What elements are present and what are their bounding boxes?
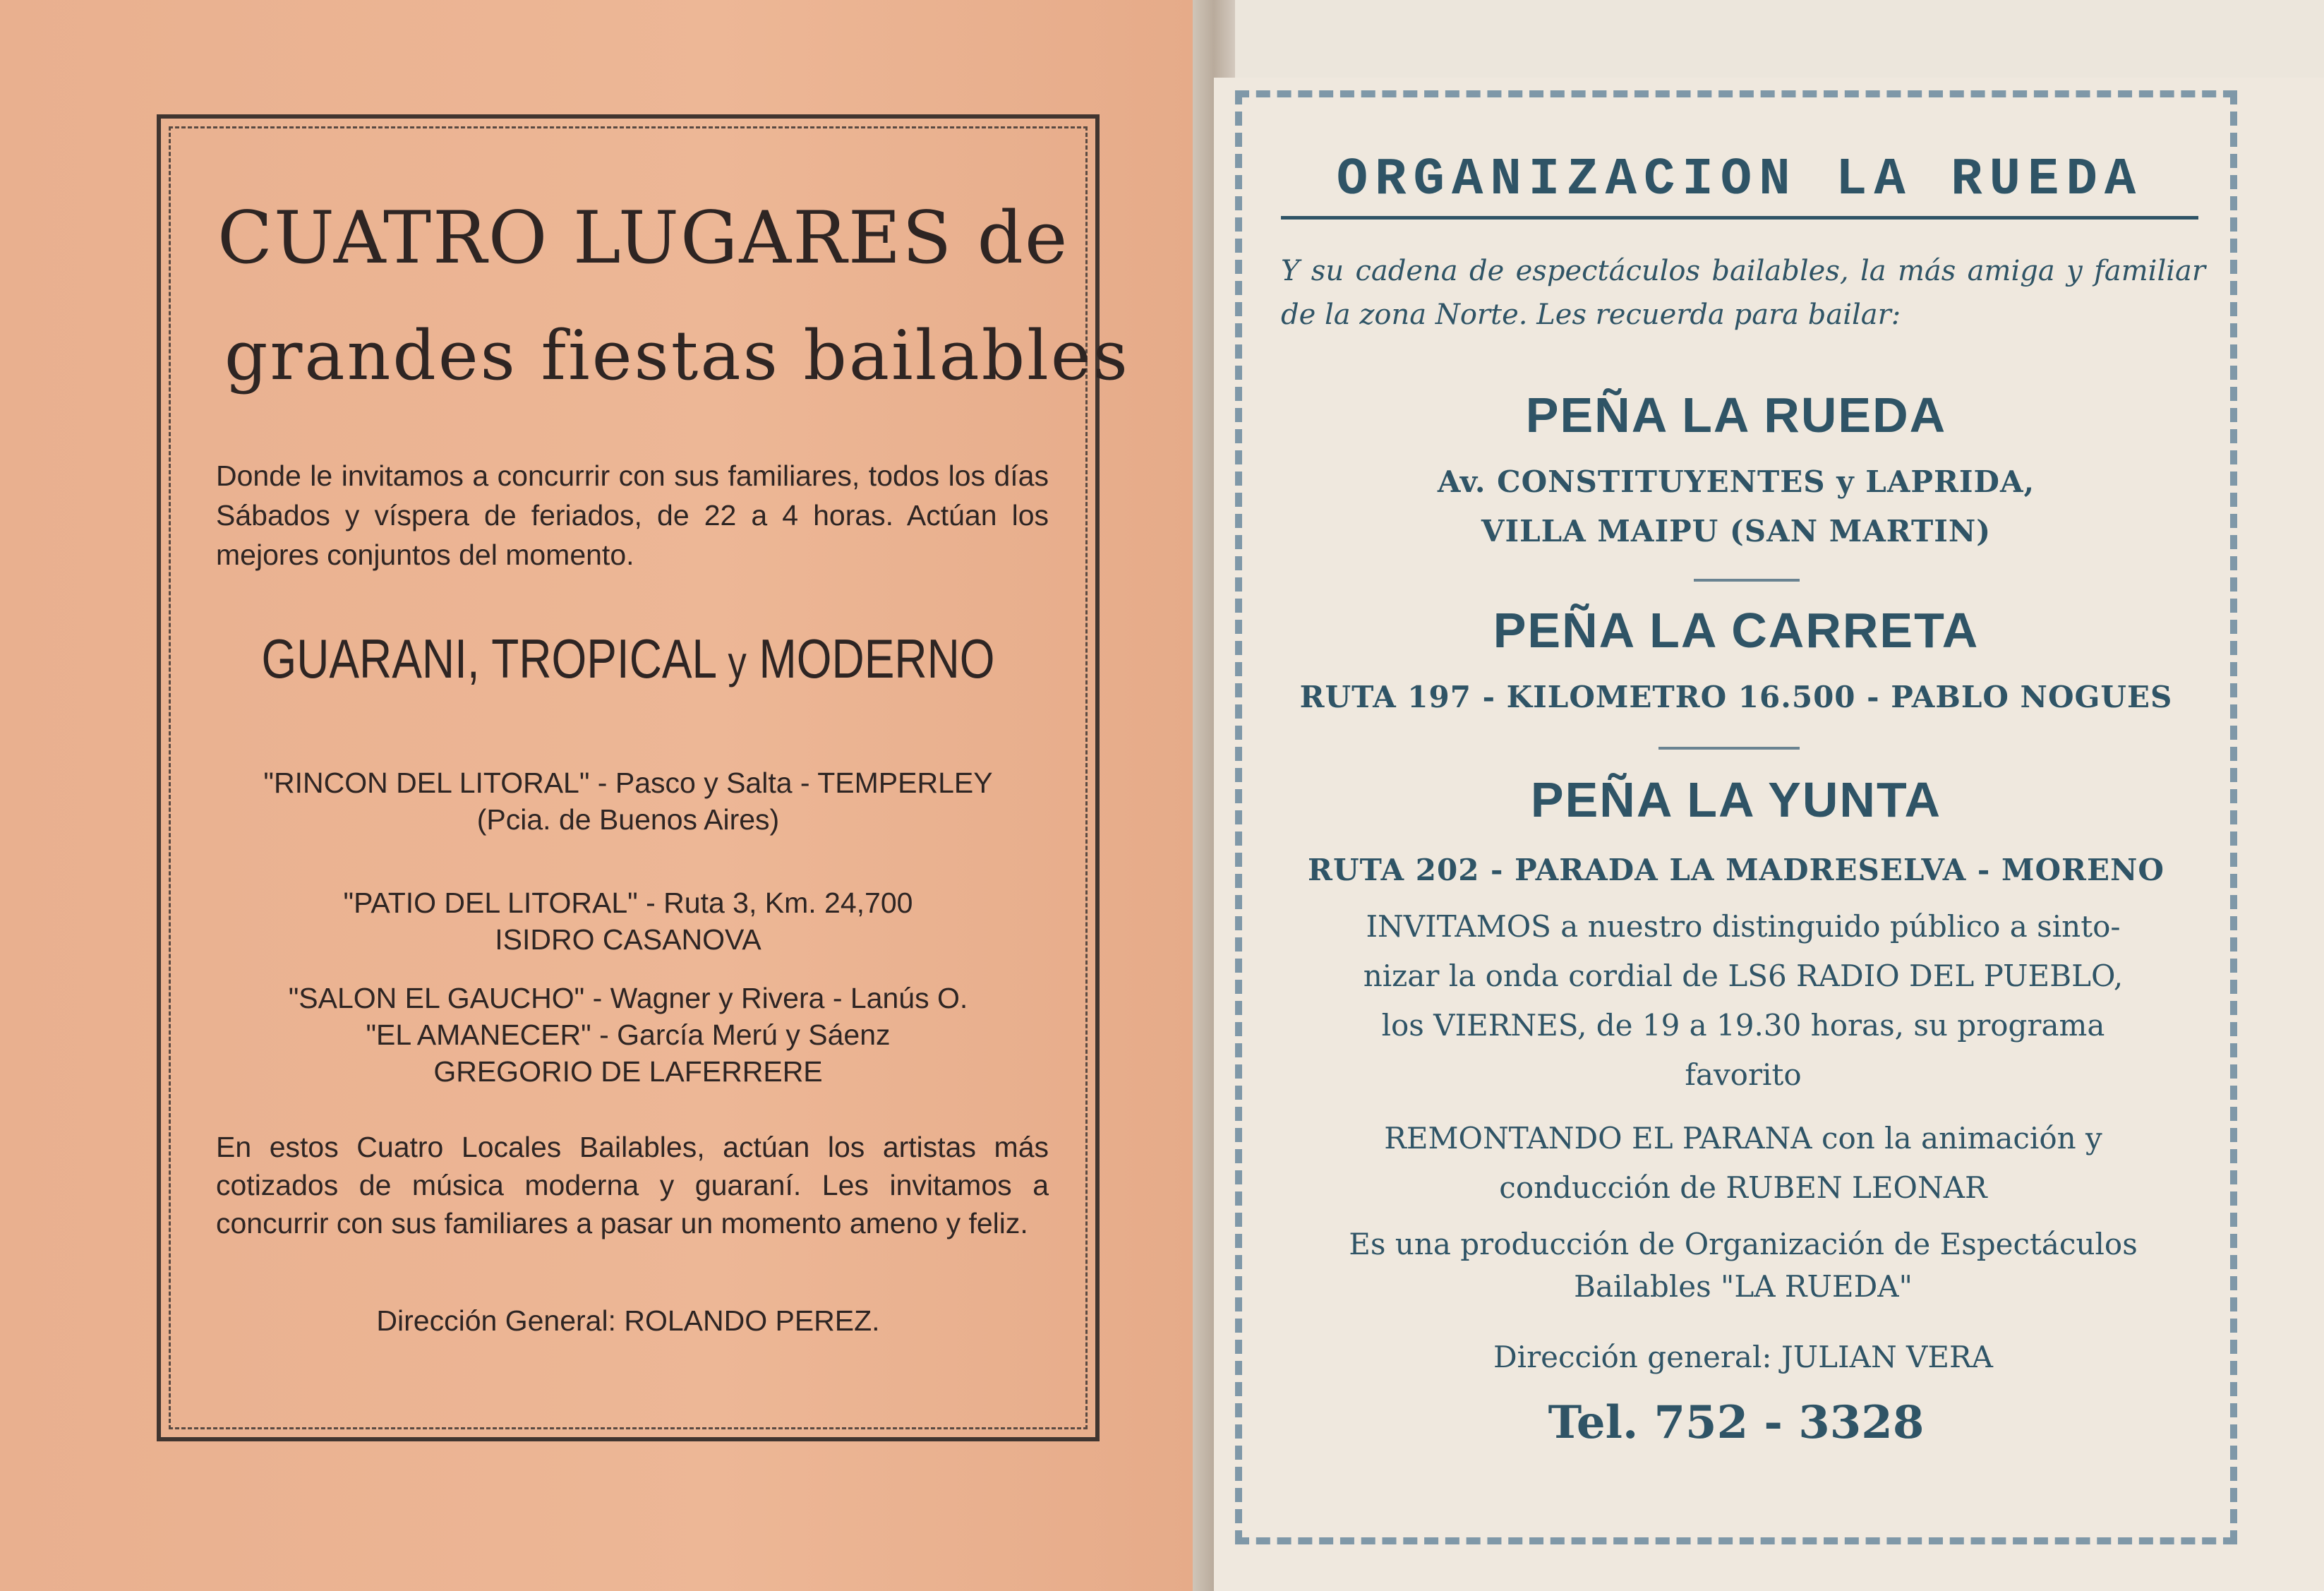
left-director: Dirección General: ROLANDO PEREZ. <box>376 1304 880 1337</box>
venue-line: (Pcia. de Buenos Aires) <box>476 803 780 836</box>
pena-la-carreta-name: PEÑA LA CARRETA <box>1493 603 1980 658</box>
right-title: ORGANIZACION LA RUEDA <box>1336 150 2143 210</box>
pena-la-carreta-address: RUTA 197 - KILOMETRO 16.500 - PABLO NOGUES <box>1299 680 2173 714</box>
program-info <box>1281 1114 2205 1213</box>
pena-la-rueda-address1: Av. CONSTITUYENTES y LAPRIDA, <box>1437 464 2035 499</box>
pena-la-yunta-address: RUTA 202 - PARADA LA MADRESELVA - MORENO <box>1308 853 2165 887</box>
left-intro: Donde le invitamos a concurrir con sus familiares, todos los días Sábados y víspera de feriados, de 22 a 4 horas. Actúan los mejores conjuntos del momento. <box>216 460 1049 571</box>
left-title-line2: grandes fiestas bailables <box>224 316 1130 395</box>
pena-la-rueda-address2: VILLA MAIPU (SAN MARTIN) <box>1481 514 1992 548</box>
genres-b: MODERNO <box>759 628 995 690</box>
venue-line: "SALON EL GAUCHO" - Wagner y Rivera - Lanús O. <box>288 982 968 1014</box>
pena-la-rueda-name: PEÑA LA RUEDA <box>1525 388 1947 443</box>
venue-line: "EL AMANECER" - García Merú y Sáenz <box>366 1019 891 1051</box>
venue-patio <box>161 884 1095 958</box>
venue-line: "PATIO DEL LITORAL" - Ruta 3, Km. 24,700 <box>343 887 913 919</box>
radio-line: los VIERNES, de 19 a 19.30 horas, su programa <box>1381 1008 2105 1043</box>
radio-invitation <box>1281 902 2205 1100</box>
right-intro: Y su cadena de espectáculos bailables, la más amiga y familiar de la zona Norte. Les recuerda para bailar: <box>1281 255 2205 331</box>
right-director: Dirección general: JULIAN VERA <box>1493 1340 1993 1374</box>
right-page-frame <box>1235 90 2237 1544</box>
program-line: conducción de RUBEN LEONAR <box>1499 1170 1987 1205</box>
telephone: Tel. 752 - 3328 <box>1548 1396 1925 1449</box>
genres-conjunction: y <box>728 637 747 688</box>
right-page <box>1214 78 2324 1591</box>
title-underline <box>1281 216 2198 220</box>
separator <box>1694 579 1800 582</box>
venue-line: "RINCON DEL LITORAL" - Pasco y Salta - TEMPERLEY <box>263 767 993 799</box>
venue-line: GREGORIO DE LAFERRERE <box>433 1055 823 1088</box>
radio-line: INVITAMOS a nuestro distinguido público a sinto- <box>1366 909 2121 944</box>
left-page-frame <box>157 114 1130 1441</box>
venue-gaucho-amanecer <box>161 980 1095 1090</box>
production-info <box>1281 1223 2205 1308</box>
left-title-line1: CUATRO LUGARES de <box>217 196 1069 280</box>
pena-la-yunta-name: PEÑA LA YUNTA <box>1530 772 1942 827</box>
production-line: Es una producción de Organización de Espectáculos <box>1349 1227 2138 1261</box>
radio-line: nizar la onda cordial de LS6 RADIO DEL PUEBLO, <box>1363 959 2124 993</box>
venue-rincon <box>161 764 1095 838</box>
left-closing: En estos Cuatro Locales Bailables, actúan los artistas más cotizados de música moderna y guaraní. Les invitamos a concurrir con sus familiares a pasar un momento ameno y feliz. <box>216 1131 1049 1239</box>
venue-line: ISIDRO CASANOVA <box>495 923 761 956</box>
genres-a: GUARANI, TROPICAL <box>261 628 716 690</box>
program-line: REMONTANDO EL PARANA con la animación y <box>1384 1121 2102 1155</box>
production-line: Bailables "LA RUEDA" <box>1574 1269 1913 1304</box>
genres-heading <box>245 627 1011 691</box>
separator <box>1658 747 1800 750</box>
radio-line: favorito <box>1685 1057 1802 1092</box>
